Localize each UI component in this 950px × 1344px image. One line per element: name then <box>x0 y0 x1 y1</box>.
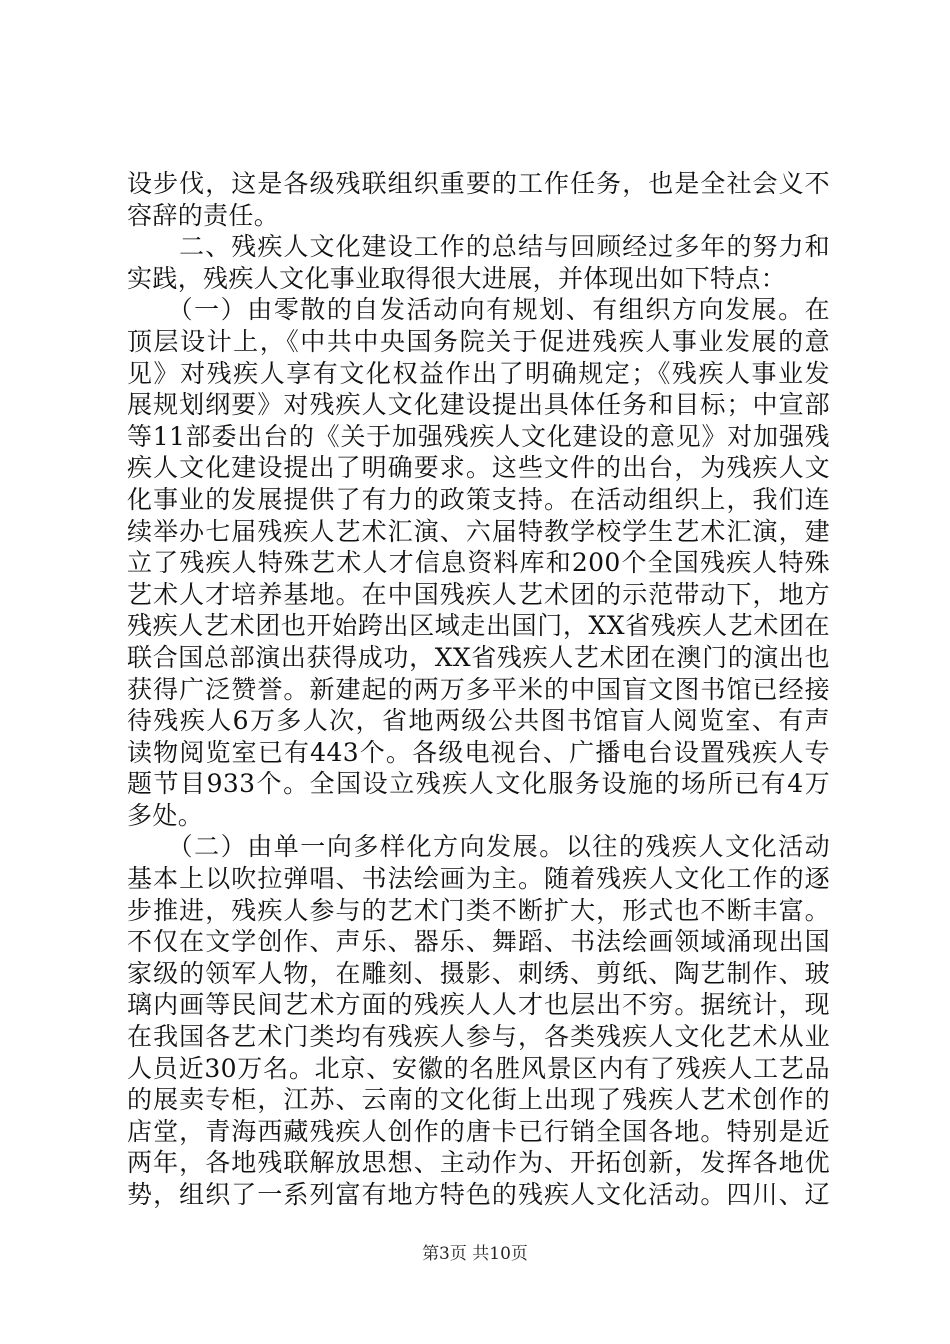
text-line: 设步伐，这是各级残联组织重要的工作任务，也是全社会义不 <box>127 169 830 198</box>
text-line: 店堂，青海西藏残疾人创作的唐卡已行销全国各地。特别是近 <box>127 1116 830 1146</box>
text-line: 容辞的责任。 <box>127 200 280 230</box>
text-line: 不仅在文学创作、声乐、器乐、舞蹈、书法绘画领域涌现出国 <box>127 927 830 957</box>
text-line: 顶层设计上，《中共中央国务院关于促进残疾人事业发展的意 <box>127 326 830 356</box>
text-line: 两年，各地残联解放思想、主动作为、开拓创新，发挥各地优 <box>127 1148 830 1178</box>
text-line: 基本上以吹拉弹唱、书法绘画为主。随着残疾人文化工作的逐 <box>127 864 830 894</box>
text-line: 步推进，残疾人参与的艺术门类不断扩大，形式也不断丰富。 <box>127 895 830 925</box>
text-line: 疾人文化建设提出了明确要求。这些文件的出台，为残疾人文 <box>127 453 830 483</box>
text-line: 势，组织了一系列富有地方特色的残疾人文化活动。四川、辽 <box>127 1180 830 1209</box>
text-line: 家级的领军人物，在雕刻、摄影、刺绣、剪纸、陶艺制作、玻 <box>127 958 830 988</box>
page-number-footer: 第3页 共10页 <box>422 1244 528 1264</box>
text-line: 题节目933个。全国设立残疾人文化服务设施的场所已有4万 <box>127 769 830 799</box>
text-line: 读物阅览室已有443个。各级电视台、广播电台设置残疾人专 <box>127 737 830 767</box>
text-line: 续举办七届残疾人艺术汇演、六届特教学校学生艺术汇演，建 <box>127 516 830 546</box>
document-body <box>127 168 830 1211</box>
text-line: 人员近30万名。北京、安徽的名胜风景区内有了残疾人工艺品 <box>127 1053 830 1083</box>
text-line: （二）由单一向多样化方向发展。以往的残疾人文化活动 <box>127 832 830 862</box>
text-line: 等11部委出台的《关于加强残疾人文化建设的意见》对加强残 <box>127 421 830 451</box>
text-line: 艺术人才培养基地。在中国残疾人艺术团的示范带动下，地方 <box>127 579 830 609</box>
text-line: 见》对残疾人享有文化权益作出了明确规定；《残疾人事业发 <box>127 358 830 388</box>
text-line: 二、残疾人文化建设工作的总结与回顾经过多年的努力和 <box>127 232 830 262</box>
text-line: 的展卖专柜，江苏、云南的文化街上出现了残疾人艺术创作的 <box>127 1085 830 1115</box>
text-line: 多处。 <box>127 800 204 830</box>
text-line: 获得广泛赞誉。新建起的两万多平米的中国盲文图书馆已经接 <box>127 674 830 704</box>
text-line: 展规划纲要》对残疾人文化建设提出具体任务和目标；中宣部 <box>127 390 830 420</box>
text-line: 待残疾人6万多人次，省地两级公共图书馆盲人阅览室、有声 <box>127 706 830 736</box>
text-line: （一）由零散的自发活动向有规划、有组织方向发展。在 <box>127 295 830 325</box>
text-line: 残疾人艺术团也开始跨出区域走出国门，XX省残疾人艺术团在 <box>127 611 830 641</box>
text-line: 在我国各艺术门类均有残疾人参与，各类残疾人文化艺术从业 <box>127 1022 830 1052</box>
text-line: 璃内画等民间艺术方面的残疾人人才也层出不穷。据统计，现 <box>127 990 830 1020</box>
text-line: 化事业的发展提供了有力的政策支持。在活动组织上，我们连 <box>127 484 830 514</box>
text-line: 立了残疾人特殊艺术人才信息资料库和200个全国残疾人特殊 <box>127 548 830 578</box>
text-line: 实践，残疾人文化事业取得很大进展，并体现出如下特点： <box>127 263 787 293</box>
text-line: 联合国总部演出获得成功，XX省残疾人艺术团在澳门的演出也 <box>127 642 830 672</box>
